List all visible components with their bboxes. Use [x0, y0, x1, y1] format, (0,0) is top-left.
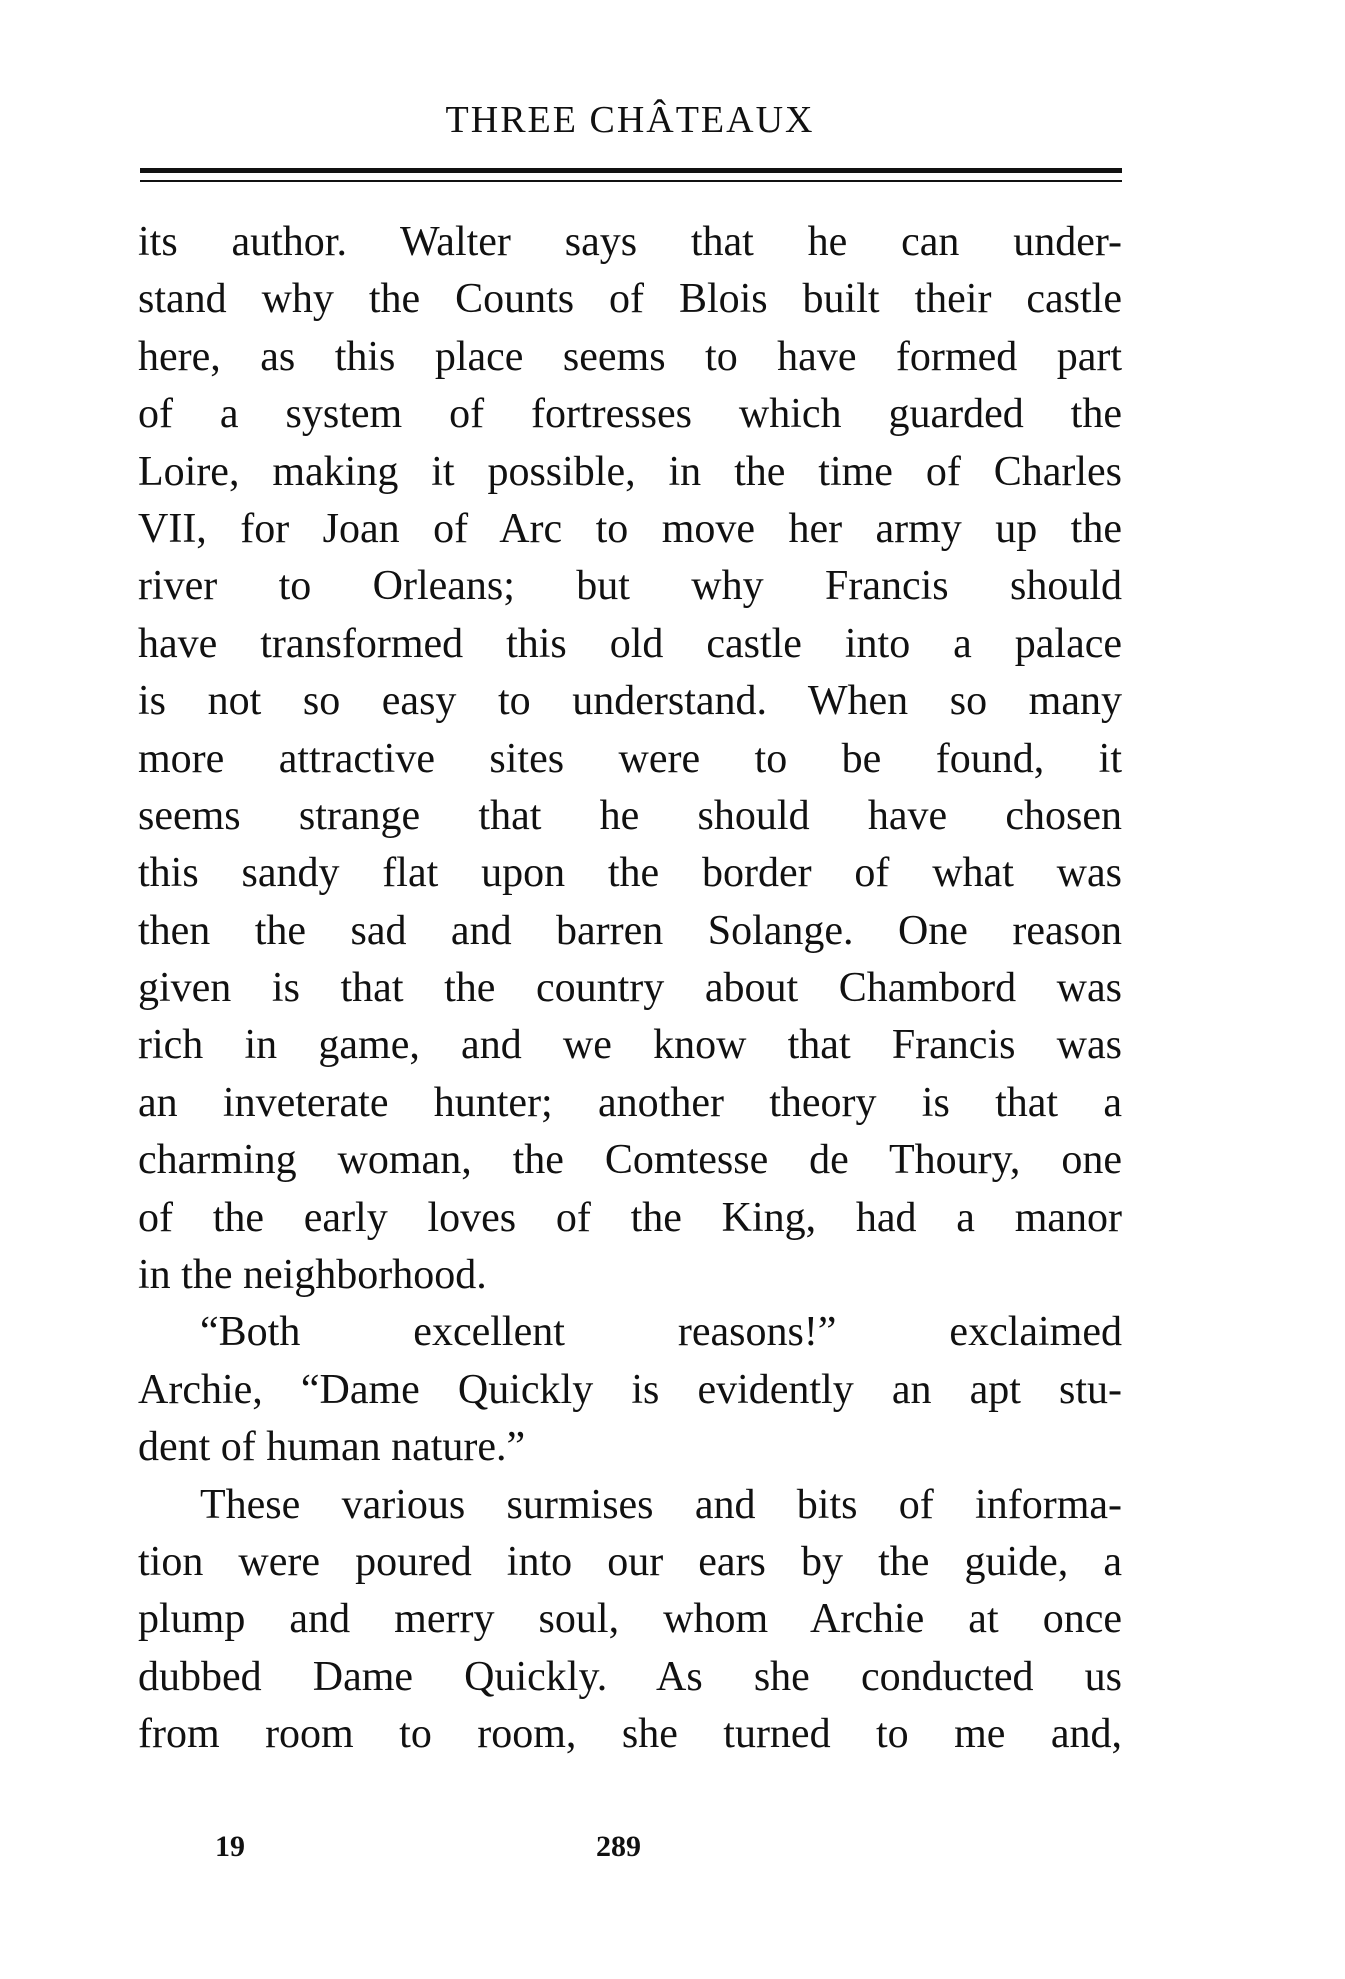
text-line: These various surmises and bits of informa-: [200, 1481, 1122, 1528]
body-text: [138, 214, 1122, 1764]
page-number: 289: [596, 1830, 641, 1863]
text-line: then the sad and barren Solange. One reason: [138, 907, 1122, 954]
text-line: given is that the country about Chambord was: [138, 965, 1122, 1012]
text-line: Archie, “Dame Quickly is evidently an apt stu-: [138, 1366, 1122, 1413]
text-line: charming woman, the Comtesse de Thoury, one: [138, 1137, 1122, 1184]
text-line: is not so easy to understand. When so many: [138, 678, 1122, 725]
header-rule-thin: [140, 180, 1122, 182]
header-rule-thick: [140, 168, 1122, 173]
text-line: here, as this place seems to have formed part: [138, 333, 1122, 380]
text-line: VII, for Joan of Arc to move her army up the: [138, 505, 1122, 552]
text-line: plump and merry soul, whom Archie at once: [138, 1596, 1122, 1643]
text-line: dent of human nature.”: [138, 1424, 526, 1471]
text-line: tion were poured into our ears by the guide, a: [138, 1538, 1122, 1585]
text-line: stand why the Counts of Blois built their castle: [138, 276, 1122, 323]
text-line: Loire, making it possible, in the time of Charles: [138, 448, 1122, 495]
text-line: its author. Walter says that he can under-: [138, 219, 1122, 265]
text-line: rich in game, and we know that Francis was: [138, 1022, 1122, 1069]
text-line: from room to room, she turned to me and,: [138, 1711, 1122, 1758]
text-line: have transformed this old castle into a palace: [138, 620, 1122, 667]
text-line: dubbed Dame Quickly. As she conducted us: [138, 1653, 1122, 1700]
text-line: an inveterate hunter; another theory is that a: [138, 1079, 1122, 1126]
text-line: river to Orleans; but why Francis should: [138, 563, 1122, 610]
text-line: of the early loves of the King, had a manor: [138, 1194, 1122, 1241]
signature-mark: 19: [215, 1830, 245, 1863]
text-line: seems strange that he should have chosen: [138, 792, 1122, 839]
text-line: “Both excellent reasons!” exclaimed: [200, 1309, 1122, 1356]
running-head: THREE CHÂTEAUX: [445, 99, 815, 141]
text-line: more attractive sites were to be found, it: [138, 735, 1122, 782]
text-line: of a system of fortresses which guarded the: [138, 391, 1122, 438]
text-line: this sandy flat upon the border of what was: [138, 850, 1122, 897]
text-line: in the neighborhood.: [138, 1252, 487, 1299]
